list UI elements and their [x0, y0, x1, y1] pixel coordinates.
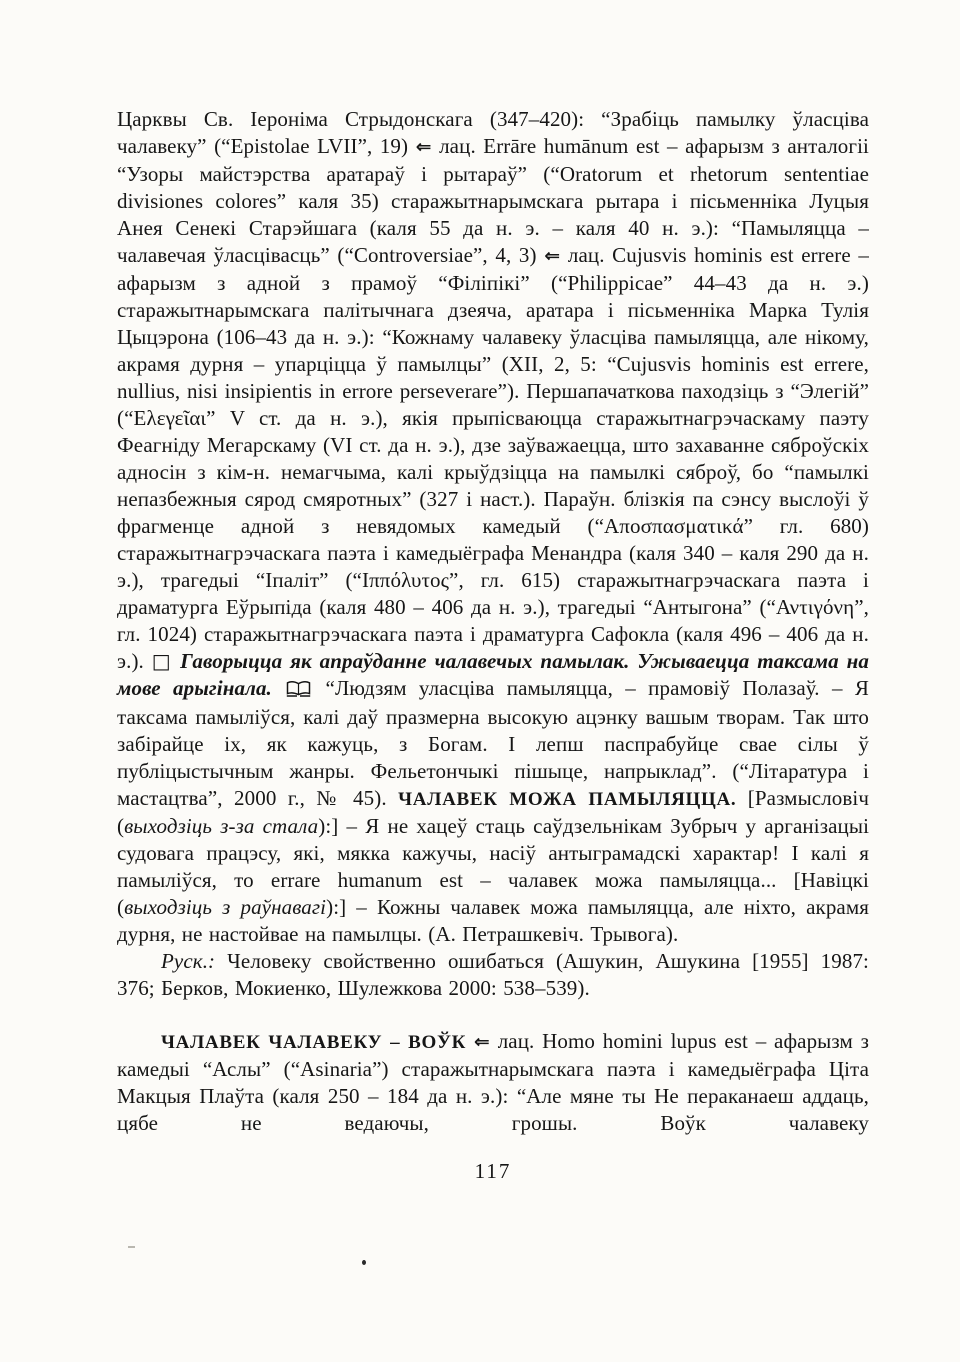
open-book-icon [284, 677, 313, 704]
bold-heading-run: ЧАЛАВЕК МОЖА ПАМЫЛЯЦЦА. [398, 789, 737, 810]
scan-speck [362, 1260, 366, 1265]
entry-homo-homini-section [117, 1028, 869, 1137]
left-double-arrow-icon: ⇐ [415, 136, 432, 158]
italic-text-run: выходзіць з раўнавагі [124, 895, 327, 919]
russian-equivalent [117, 948, 869, 1002]
text-run: [Размысловіч ( [117, 786, 869, 838]
left-double-arrow-icon: ⇐ [473, 1031, 490, 1053]
white-square-icon: □ [151, 649, 173, 673]
left-double-arrow-icon: ⇐ [544, 245, 561, 267]
bold-heading-run: ЧАЛАВЕК ЧАЛАВЕКУ – ВОЎК [161, 1032, 474, 1053]
text-block [117, 106, 869, 1184]
text-run: Царквы Св. Іероніма Стрыдонскага (347–420): “Зрабіць памылку ўласціва чалавеку” (“Epistolae LVII”, 19) [117, 107, 869, 158]
text-run: лац. Cujusvis hominis est errere – афарызм з адной з прамоў “Філіпікі” (“Philippicae” 44–43 да н. э.) старажытнарымскага палітычнага дзеяча, аратара і пісьменніка Марка Тулія Цыцэрона (106–43 да н. э.): “Кожнаму чалавеку ўласціва памыляцца, але нікому, акрамя дурня – упарціцца ў памылцы” (XII, 2, 5: “Cujusvis hominis est errere, nullius, nisi insipientis in errore perseverare”). Першапачаткова паходзіць з “Элегій” (“Ελεγεῖαι” V ст. да н. э.), якія прыпісваюцца старажытнагрэчаскаму паэту Феагніду Мегарскаму (VI ст. да н. э.), дзе заўважаецца, што захаванне сяброўскіх адносін з кім-н. немагчыма, калі крыўдзіцца на памылкі сяброў, бо “памылкі непазбежныя сярод смяротных” (327 і наст.). Параўн. блізкія па сэнсу выслоўі ў фрагменце адной з невядомых камедый (“Αποσπασματικά” гл. 680) старажытнагрэчаскага паэта і камедыёграфа Менандра (каля 340 – каля 290 да н. э.), трагедыі “Іпаліт” (“Ιππόλυτος”, гл. 615) старажытнагрэчаскага паэта і драматурга Еўрыпіда (каля 480 – 406 да н. э.), трагедыі “Антыгона” (“Αντιγόνη”, гл. 1024) старажытнагрэчаскага паэта і драматурга Сафокла (каля 496 – 406 да н. э.). [117, 243, 870, 673]
entry-errare-humanum-section [117, 106, 869, 1002]
text-run: ):] – Я не хацеў стаць саўдзельнікам Зубрыч у арганізацыі судовага працэсу, які, мякка кажучы, насіў антыграмадскі характар! І калі я памыліўся, то errare humanum est – чалавек можа памыляцца... [Навіцкі ( [117, 814, 869, 919]
italic-text-run: выходзіць з-за стала [124, 814, 319, 838]
text-run: лац. Errāre humānum est – афарызм з анталогіі “Узоры майстэрства аратараў і рытараў” (“Oratorum et rhetorum sententiae divisiones colores” каля 35) старажытнарымскага рытара і пісьменніка Луцыя Анея Сенекі Старэйшага (каля 55 да н. э. – каля 40 н. э.): “Памыляцца – чалавечая ўласцівасць” (“Controversiae”, 4, 3) [117, 134, 869, 267]
text-run: ):] – Кожны чалавек можа памыляцца, але ніхто, акрамя дурня, не настойвае на памылцы. (А. Петрашкевіч. Трывога). [117, 895, 869, 946]
entry-errare-humanum-continuation [117, 106, 869, 948]
text-run: “Людзям уласціва памыляцца, – прамовіў Полазаў. – Я таксама памыліўся, калі даў празмерна высокую ацэнку вашым творам. Так што забірайце іх, як кажуць, з Богам. І лепш паспрабуйце свае сілы ў публіцыстычным жанры. Фельетончыкі пішыце, напрыклад”. (“Літаратура і мастацтва”, 2000 г., № 45). [117, 676, 869, 810]
text-run: лац. Homo homini lupus est – афарызм з камедыі “Аслы” (“Asinaria”) старажытнарымскага паэта і камедыёграфа Ціта Макцыя Плаўта (каля 250 – 184 да н. э.): “Але мяне ты Не пераканаеш аддаць, цябе не ведаючы, грошы. Воўк чалавеку [117, 1029, 870, 1135]
usage-note-run: Гаворыцца як апраўданне чалавечых памылак. Ужываецца таксама на мове арыгінала. [117, 649, 869, 700]
italic-text-run: Руск.: [161, 949, 216, 973]
text-run: Человеку свойственно ошибаться (Ашукин, Ашукина [1955] 1987: 376; Берков, Мокиенко, Шулежкова 2000: 538–539). [117, 949, 869, 1000]
page-number: 117 [474, 1159, 512, 1183]
entry-homo-homini-lupus [117, 1028, 869, 1137]
scan-margin-mark [128, 1246, 135, 1248]
